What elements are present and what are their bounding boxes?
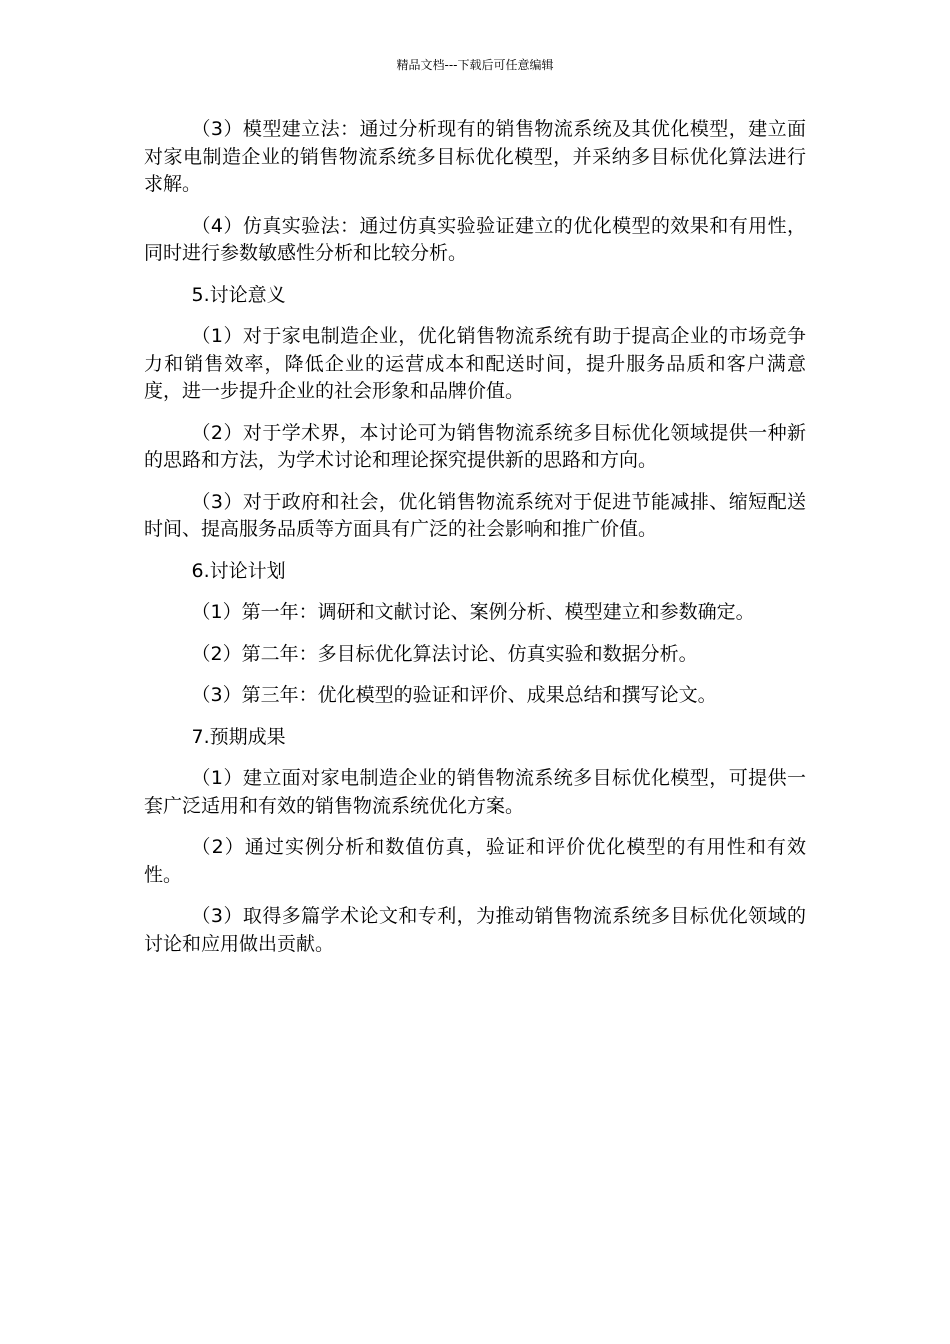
plan-item: （2）第二年：多目标优化算法讨论、仿真实验和数据分析。 [191, 642, 698, 665]
significance-item: （2）对于学术界，本讨论可为销售物流系统多目标优化领域提供一种新的思路和方法，为学术讨论和理论探究提供新的思路和方向。 [144, 421, 806, 471]
significance-item: （1）对于家电制造企业，优化销售物流系统有助于提高企业的市场竞争力和销售效率，降低企业的运营成本和配送时间，提升服务品质和客户满意度，进一步提升企业的社会形象和品牌价值。 [144, 325, 806, 402]
section-heading-plan: 6.讨论计划 [191, 559, 286, 582]
page-header-note: 精品文档---下载后可任意编辑 [396, 58, 554, 72]
significance-item: （3）对于政府和社会，优化销售物流系统对于促进节能减排、缩短配送时间、提高服务品质等方面具有广泛的社会影响和推广价值。 [144, 490, 806, 540]
outcome-item: （3）取得多篇学术论文和专利，为推动销售物流系统多目标优化领域的讨论和应用做出贡献。 [144, 905, 806, 955]
document-body [144, 116, 806, 972]
section-heading-significance: 5.讨论意义 [191, 283, 286, 306]
method-item-4: （4）仿真实验法：通过仿真实验验证建立的优化模型的效果和有用性，同时进行参数敏感性分析和比较分析。 [144, 214, 806, 264]
plan-item: （3）第三年：优化模型的验证和评价、成果总结和撰写论文。 [191, 684, 717, 706]
outcome-item: （2）通过实例分析和数值仿真，验证和评价优化模型的有用性和有效性。 [144, 836, 806, 886]
section-heading-outcomes: 7.预期成果 [191, 725, 286, 748]
method-item-3: （3）模型建立法：通过分析现有的销售物流系统及其优化模型，建立面对家电制造企业的销售物流系统多目标优化模型，并采纳多目标优化算法进行求解。 [144, 118, 806, 195]
plan-item: （1）第一年：调研和文献讨论、案例分析、模型建立和参数确定。 [191, 601, 755, 623]
outcome-item: （1）建立面对家电制造企业的销售物流系统多目标优化模型，可提供一套广泛适用和有效的销售物流系统优化方案。 [144, 767, 806, 817]
